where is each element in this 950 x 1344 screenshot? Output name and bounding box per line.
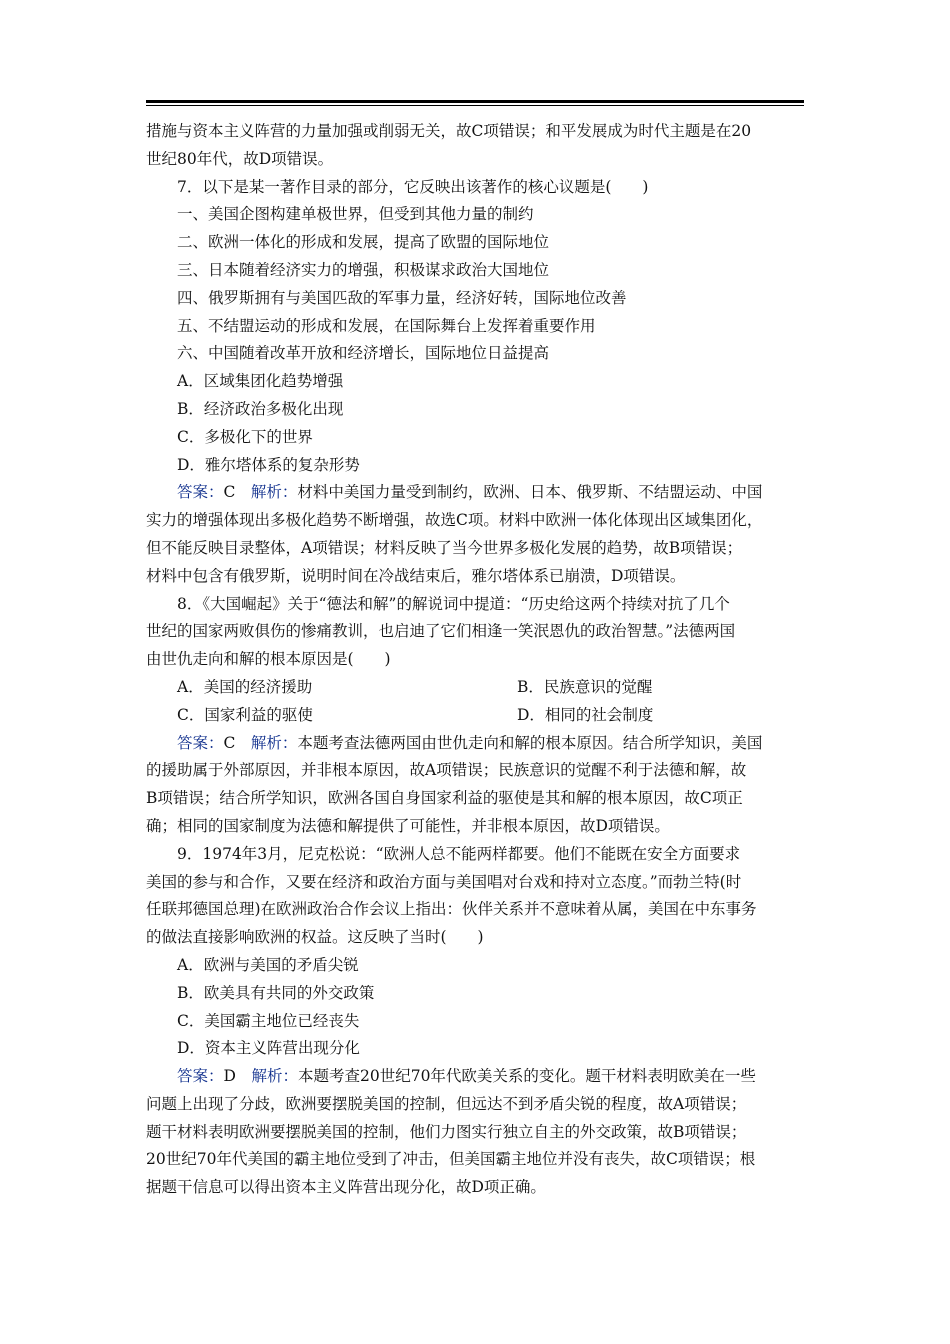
document-body [146,118,804,1202]
options-row [146,674,804,702]
answer-line [146,1063,804,1091]
answer-value: C [223,733,236,752]
analysis-line: 但不能反映目录整体，A项错误；材料反映了当今世界多极化发展的趋势，故B项错误； [146,538,743,557]
option-c: C．多极化下的世界 [177,427,313,446]
question-7-stem: 7．以下是某一著作目录的部分，它反映出该著作的核心议题是( ) [177,177,649,196]
analysis-line: B项错误；结合所学知识，欧洲各国自身国家利益的驱使是其和解的根本原因，故C项正 [146,789,743,808]
answer-value: C [223,483,236,502]
question-9-stem: 的做法直接影响欧洲的权益。这反映了当时( ) [146,928,484,947]
answer-value: D [223,1067,236,1086]
analysis-line: 实力的增强体现出多极化趋势不断增强，故选C项。材料中欧洲一体化体现出区域集团化， [146,511,763,530]
question-9-stem: 美国的参与和合作，又要在经济和政治方面与美国唱对台戏和持对立态度。”而勃兰特(时 [146,872,742,891]
option-c: C．美国霸主地位已经丧失 [177,1011,360,1030]
analysis-line: 确；相同的国家制度为法德和解提供了可能性，并非根本原因，故D项错误。 [146,816,670,835]
toc-item: 二、欧洲一体化的形成和发展，提高了欧盟的国际地位 [177,233,550,252]
option-d: D．资本主义阵营出现分化 [177,1039,360,1058]
question-8-stem: 世纪的国家两败俱伤的惨痛教训，也启迪了它们相逢一笑泯恩仇的政治智慧。”法德两国 [146,622,736,641]
toc-item: 四、俄罗斯拥有与美国匹敌的军事力量，经济好转，国际地位改善 [177,288,627,307]
question-8-stem: 由世仇走向和解的根本原因是( ) [146,650,391,669]
option-d: D．相同的社会制度 [517,705,654,724]
option-c: C．国家利益的驱使 [177,705,313,724]
answer-label: 答案： [177,483,224,502]
answer-line [146,730,804,758]
analysis-line: 材料中包含有俄罗斯，说明时间在冷战结束后，雅尔塔体系已崩溃，D项错误。 [146,566,686,585]
options-row [146,702,804,730]
option-a: A．区域集团化趋势增强 [177,372,344,391]
analysis-line: 问题上出现了分歧，欧洲要摆脱美国的控制，但远达不到矛盾尖锐的程度，故A项错误； [146,1094,747,1113]
answer-label: 答案： [177,733,224,752]
continuation-line: 世纪80年代，故D项错误。 [146,149,334,168]
analysis-line: 的援助属于外部原因，并非根本原因，故A项错误；民族意识的觉醒不利于法德和解，故 [146,761,747,780]
question-8-stem: 8．《大国崛起》关于“德法和解”的解说词中提道：“历史给这两个持续对抗了几个 [177,594,730,613]
analysis-line: 据题干信息可以得出资本主义阵营出现分化，故D项正确。 [146,1178,546,1197]
toc-item: 六、中国随着改革开放和经济增长，国际地位日益提高 [177,344,550,363]
option-b: B．欧美具有共同的外交政策 [177,983,375,1002]
option-b: B．经济政治多极化出现 [177,399,344,418]
toc-item: 三、日本随着经济实力的增强，积极谋求政治大国地位 [177,260,550,279]
analysis-label: 解析： [250,733,298,752]
analysis-label: 解析： [251,1067,298,1086]
answer-line [146,479,804,507]
analysis-label: 解析： [250,483,298,502]
analysis-text: 材料中美国力量受到制约，欧洲、日本、俄罗斯、不结盟运动、中国 [297,483,763,502]
question-9-stem: 任联邦德国总理)在欧洲政治合作会议上指出：伙伴关系并不意味着从属，美国在中东事务 [146,900,757,919]
option-d: D．雅尔塔体系的复杂形势 [177,455,360,474]
answer-label: 答案： [177,1067,224,1086]
option-a: A．美国的经济援助 [177,677,313,696]
analysis-text: 本题考查法德两国由世仇走向和解的根本原因。结合所学知识，美国 [297,733,763,752]
option-b: B．民族意识的觉醒 [517,677,653,696]
option-a: A．欧洲与美国的矛盾尖锐 [177,955,359,974]
toc-item: 一、美国企图构建单极世界，但受到其他力量的制约 [177,205,534,224]
toc-item: 五、不结盟运动的形成和发展，在国际舞台上发挥着重要作用 [177,316,596,335]
continuation-line: 措施与资本主义阵营的力量加强或削弱无关，故C项错误；和平发展成为时代主题是在20 [146,122,752,140]
header-rule [146,100,804,106]
analysis-line: 20世纪70年代美国的霸主地位受到了冲击，但美国霸主地位并没有丧失，故C项错误；根 [146,1150,756,1169]
analysis-text: 本题考查20世纪70年代欧美关系的变化。题干材料表明欧美在一些 [297,1067,756,1086]
question-9-stem: 9．1974年3月，尼克松说：“欧洲人总不能两样都要。他们不能既在安全方面要求 [177,844,741,863]
analysis-line: 题干材料表明欧洲要摆脱美国的控制，他们力图实行独立自主的外交政策，故B项错误； [146,1122,747,1141]
